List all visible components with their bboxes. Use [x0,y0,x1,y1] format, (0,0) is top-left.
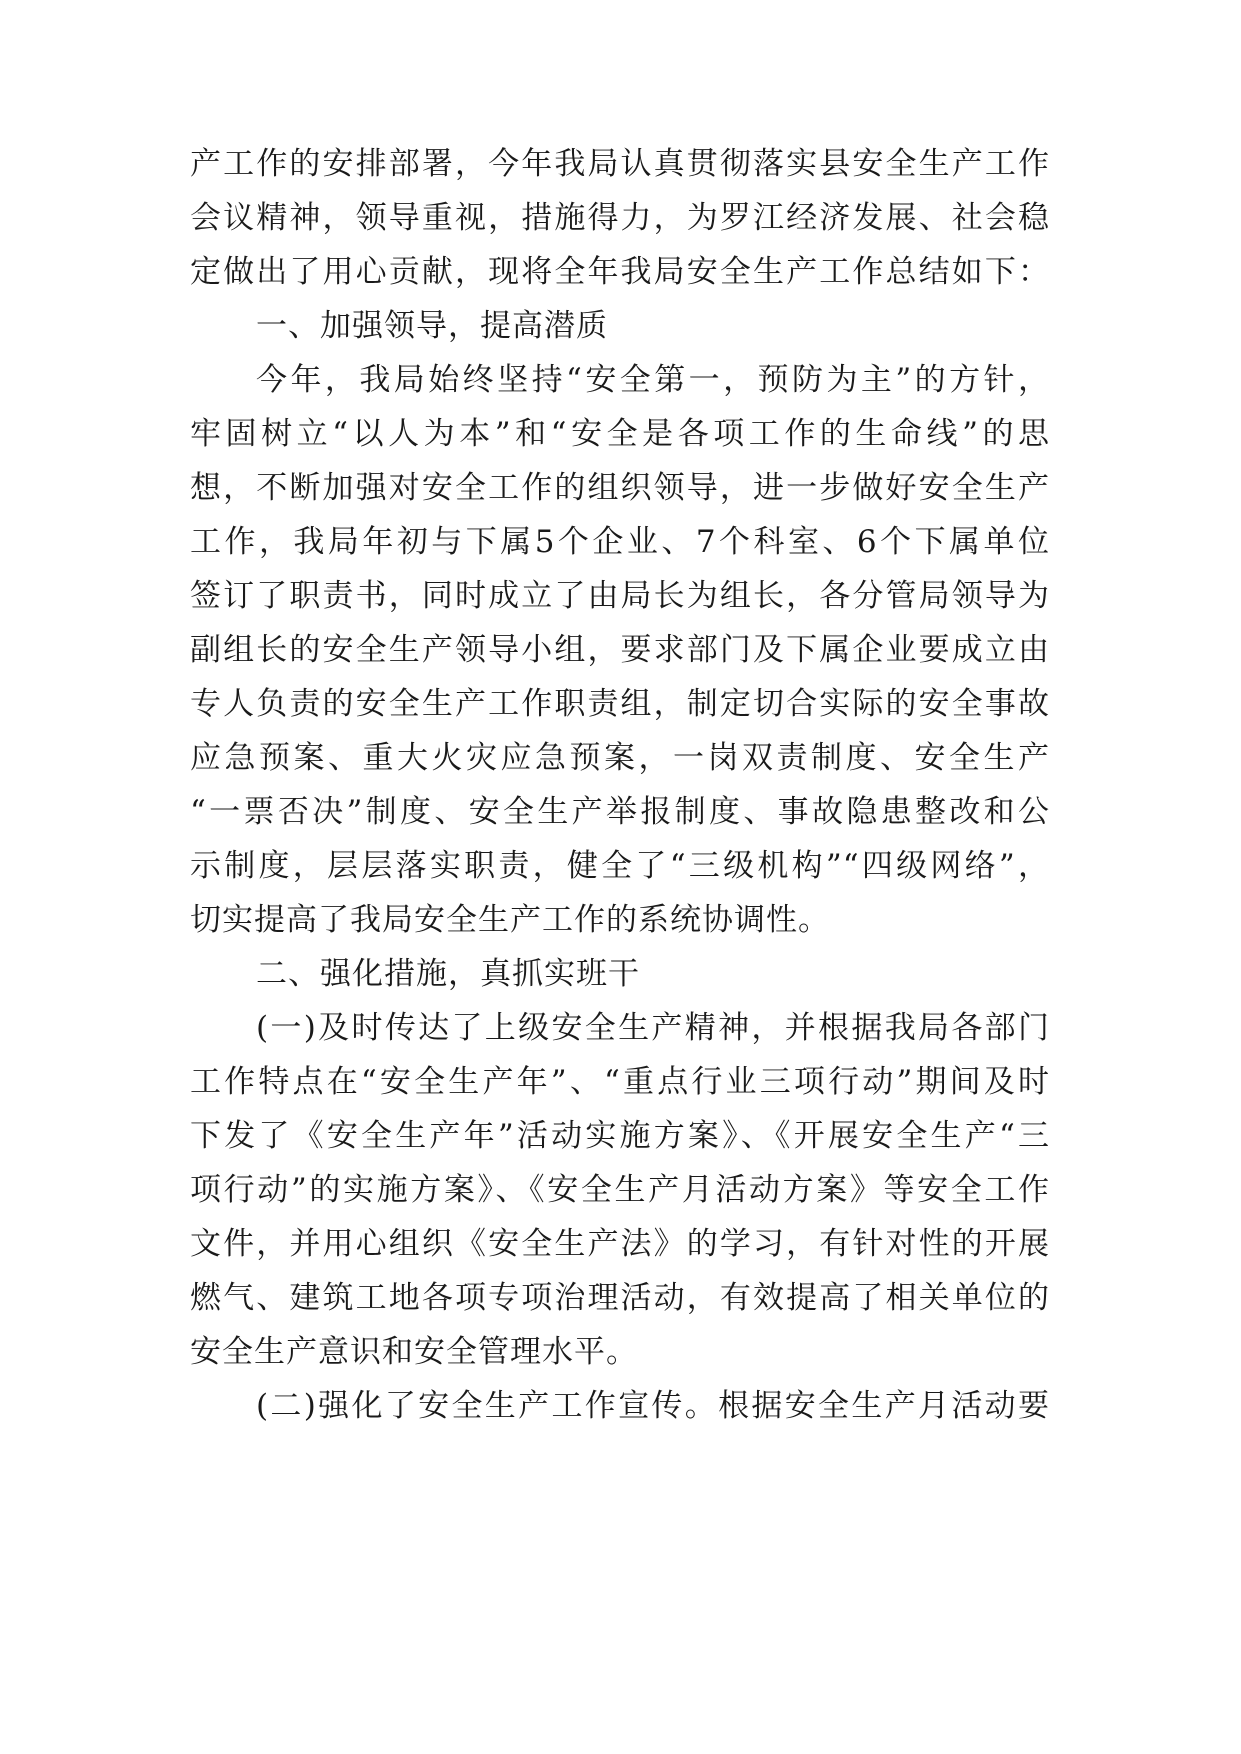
body-text-line: 会议精神，领导重视，措施得力，为罗江经济发展、社会稳 [190,200,1050,236]
body-text-line: 项行动”的实施方案》、《安全生产月活动方案》等安全工作 [190,1172,1050,1208]
section-heading: 二、强化措施，真抓实班干 [256,956,640,992]
body-text-line: 下发了《安全生产年”活动实施方案》、《开展安全生产“三 [190,1118,1050,1154]
body-text-line: 今年，我局始终坚持“安全第一，预防为主”的方针， [256,362,1050,398]
body-text-line: 应急预案、重大火灾应急预案，一岗双责制度、安全生产 [190,740,1050,776]
body-text-line: 签订了职责书，同时成立了由局长为组长，各分管局领导为 [190,578,1050,614]
body-text-line: (一)及时传达了上级安全生产精神，并根据我局各部门 [256,1010,1050,1046]
body-text-line: 工作特点在“安全生产年”、“重点行业三项行动”期间及时 [190,1064,1050,1100]
body-text-line: 专人负责的安全生产工作职责组，制定切合实际的安全事故 [190,686,1050,722]
body-text-line: 文件，并用心组织《安全生产法》的学习，有针对性的开展 [190,1226,1050,1262]
body-text-line: 副组长的安全生产领导小组，要求部门及下属企业要成立由 [190,632,1050,668]
body-text-line: 想，不断加强对安全工作的组织领导，进一步做好安全生产 [190,470,1050,506]
body-text-line: 牢固树立“以人为本”和“安全是各项工作的生命线”的思 [190,416,1050,452]
body-text-line: 产工作的安排部署，今年我局认真贯彻落实县安全生产工作 [190,146,1050,182]
body-text-line: 燃气、建筑工地各项专项治理活动，有效提高了相关单位的 [190,1280,1050,1316]
body-text-line: (二)强化了安全生产工作宣传。根据安全生产月活动要 [256,1388,1050,1424]
body-text-line: 定做出了用心贡献，现将全年我局安全生产工作总结如下： [190,254,1050,290]
body-text-line: 安全生产意识和安全管理水平。 [190,1334,638,1370]
section-heading: 一、加强领导，提高潜质 [256,308,608,344]
body-text-line: 切实提高了我局安全生产工作的系统协调性。 [190,902,830,938]
body-text-line: 工作，我局年初与下属5个企业、7个科室、6个下属单位 [190,524,1050,560]
body-text-line: “一票否决”制度、安全生产举报制度、事故隐患整改和公 [190,794,1050,830]
body-text-line: 示制度，层层落实职责，健全了“三级机构”“四级网络”， [190,848,1050,884]
